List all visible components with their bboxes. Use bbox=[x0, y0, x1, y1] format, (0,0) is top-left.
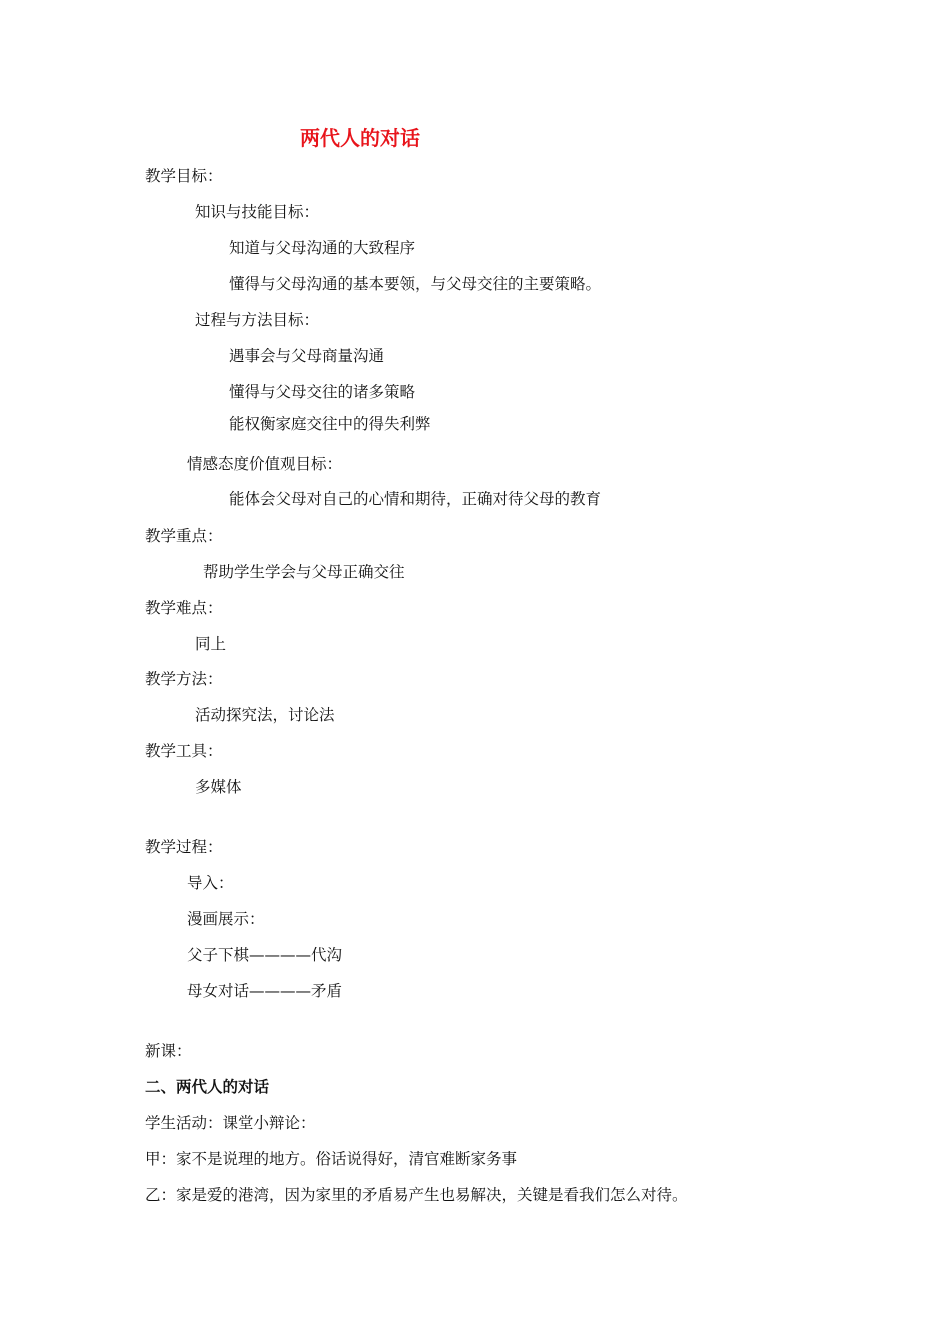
process-item: 母女对话————矛盾 bbox=[187, 982, 343, 1000]
goal-item: 能权衡家庭交往中的得失利弊 bbox=[229, 415, 431, 433]
subsection-emotion-values: 情感态度价值观目标： bbox=[187, 455, 343, 473]
section-content: 多媒体 bbox=[195, 778, 242, 796]
section-content: 活动探究法，讨论法 bbox=[195, 706, 335, 724]
section-content: 同上 bbox=[195, 635, 227, 653]
goal-item: 懂得与父母交往的诸多策略 bbox=[229, 383, 416, 401]
section-content: 帮助学生学会与父母正确交往 bbox=[203, 563, 405, 581]
goal-item: 遇事会与父母商量沟通 bbox=[229, 347, 385, 365]
section-methods: 教学方法： bbox=[145, 670, 223, 688]
document-title: 两代人的对话 bbox=[300, 126, 420, 150]
section-tools: 教学工具： bbox=[145, 742, 223, 760]
section-teaching-goals: 教学目标： bbox=[145, 167, 223, 185]
section-key-points: 教学重点： bbox=[145, 527, 223, 545]
debate-side-a: 甲：家不是说理的地方。俗话说得好，清官难断家务事 bbox=[145, 1150, 518, 1168]
process-item: 父子下棋————代沟 bbox=[187, 946, 343, 964]
process-item: 导入： bbox=[187, 874, 234, 892]
section-process: 教学过程： bbox=[145, 838, 223, 856]
subsection-process-method: 过程与方法目标： bbox=[195, 311, 320, 329]
goal-item: 懂得与父母沟通的基本要领，与父母交往的主要策略。 bbox=[229, 275, 602, 293]
section-new-lesson: 新课： bbox=[145, 1042, 192, 1060]
process-item: 漫画展示： bbox=[187, 910, 265, 928]
goal-item: 知道与父母沟通的大致程序 bbox=[229, 239, 416, 257]
subsection-knowledge-skills: 知识与技能目标： bbox=[195, 203, 320, 221]
lesson-heading: 二、两代人的对话 bbox=[145, 1078, 270, 1096]
lesson-activity: 学生活动：课堂小辩论： bbox=[145, 1114, 316, 1132]
section-difficulties: 教学难点： bbox=[145, 599, 223, 617]
goal-item: 能体会父母对自己的心情和期待，正确对待父母的教育 bbox=[229, 490, 602, 508]
debate-side-b: 乙：家是爱的港湾，因为家里的矛盾易产生也易解决，关键是看我们怎么对待。 bbox=[145, 1186, 688, 1204]
